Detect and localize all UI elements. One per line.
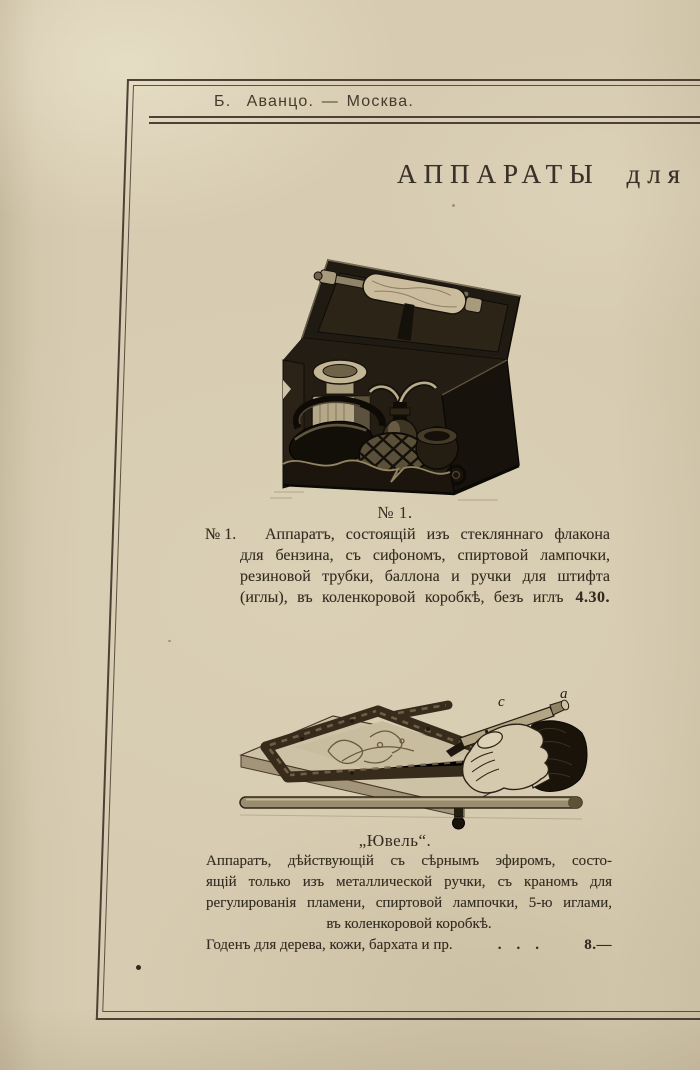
item2-usage-text: Годенъ для дерева, кожи, бархата и пр. [206,937,453,953]
item1-line2: для бензина, съ сифономъ, спиртовой лампочки, [240,547,610,564]
publisher-header: Б. Аванцо. — Москва. [214,93,415,110]
figure2-caption: „Ювель“. [358,831,432,850]
item1-description [205,524,610,608]
table-bar [240,797,582,829]
item2-usage-line [206,935,612,956]
header-double-rule [149,116,700,124]
pen-label-c: c [498,694,505,710]
price-leader-dots: . . . [497,937,540,953]
paper-speck [168,640,171,642]
section-title: АППАРАТЫ для [397,159,688,189]
apparatus-case-illustration [270,256,530,504]
item2-line2: ящій только изъ металлической ручки, съ краномъ для [206,874,612,890]
paper-speck [452,204,455,207]
item1-line4: (иглы), въ коленкоровой коробкѣ, безъ иглъ 4.30. [240,589,610,606]
item2-line3: регулированія пламени, спиртовой лампочки, 5-ю иглами, [206,895,612,911]
juvel-pyrography-illustration [232,685,588,833]
item2-price: 8.— [584,937,612,953]
item2-line4: въ коленкоровой коробкѣ. [326,916,492,932]
item2-description [206,851,612,956]
item1-line1: № 1. Аппаратъ, состоящій изъ стекляннаго флакона [205,526,610,543]
ink-dot [136,965,141,970]
item1-number: № 1. [205,526,237,543]
item2-line1: Аппаратъ, дѣйствующій съ сѣрнымъ эфиромъ, состо- [206,853,612,869]
item1-price: 4.30. [575,589,610,606]
figure1-caption: № 1. [377,503,413,522]
pen-label-a: a [560,686,568,702]
item1-line3: резиновой трубки, баллона и ручки для штифта [240,568,610,585]
